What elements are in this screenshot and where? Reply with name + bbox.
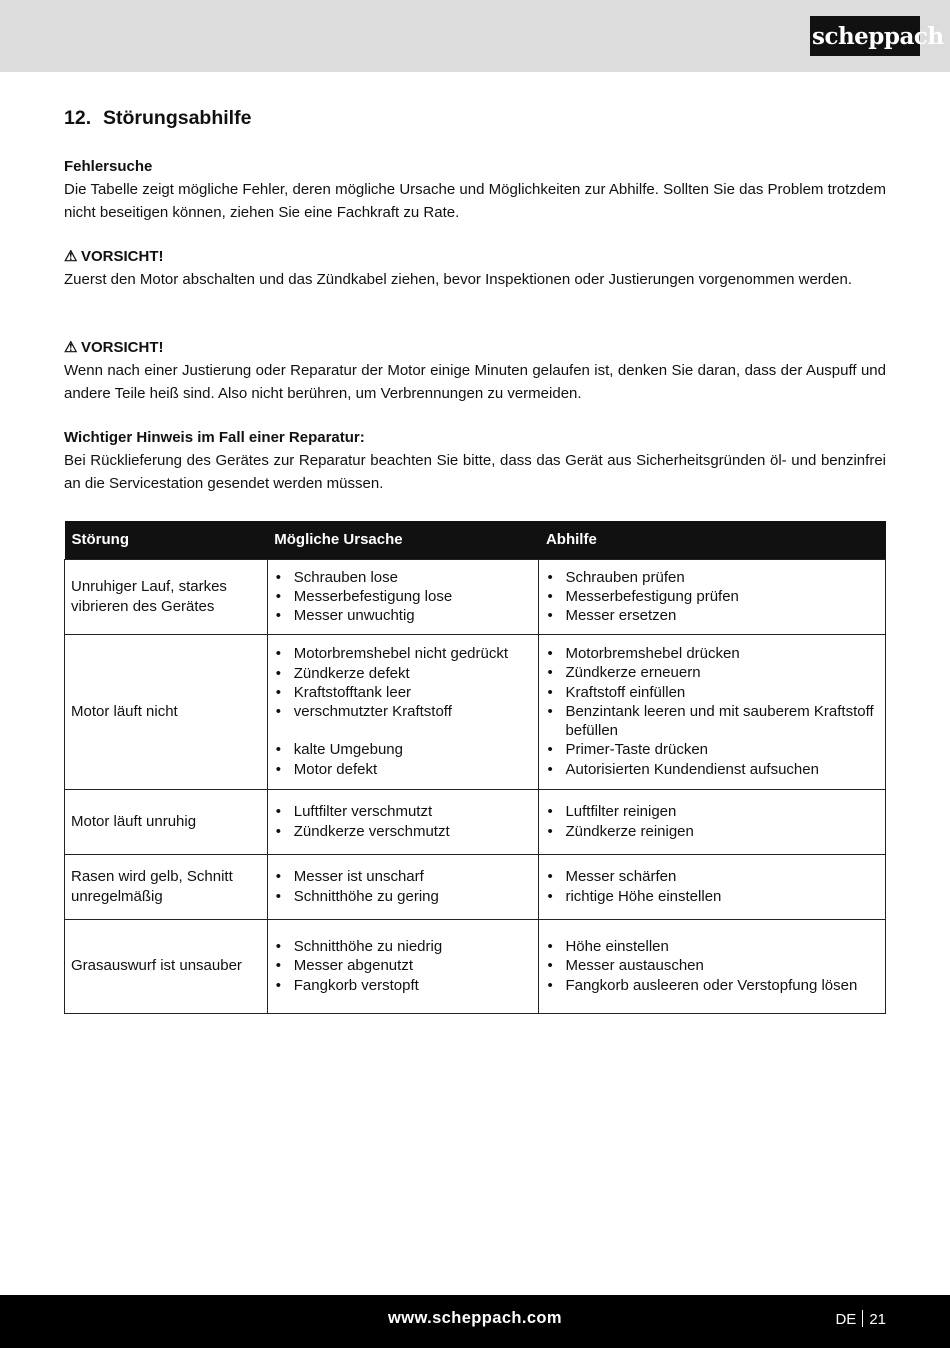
- remedy-item: • Höhe einstellen: [545, 937, 879, 956]
- cause-item: • Motorbremshebel nicht gedrückt: [274, 644, 533, 663]
- fault-cell: Grasauswurf ist unsauber: [65, 919, 268, 1013]
- remedy-item: • Primer-Taste drücken: [545, 740, 879, 759]
- cause-item: • Kraftstofftank leer: [274, 683, 533, 702]
- cause-item: • Messer ist unscharf: [274, 867, 533, 886]
- cause-list: [274, 802, 533, 840]
- fault-cell: Motor läuft unruhig: [65, 789, 268, 854]
- header-band: [0, 0, 950, 72]
- warning-text: Zuerst den Motor abschalten und das Zündkabel ziehen, bevor Inspektionen oder Justierungen vorgenommen werden.: [64, 271, 852, 288]
- cause-cell: [267, 559, 539, 634]
- warning-block-2: [64, 336, 886, 405]
- remedy-list: [545, 937, 879, 995]
- warning-label: VORSICHT!: [81, 248, 164, 265]
- warning-text: Wenn nach einer Justierung oder Reparatur der Motor einige Minuten gelaufen ist, denken Sie daran, dass der Auspuff und andere Teile heiß sind. Also nicht berühren, um Verbrennungen zu vermeiden.: [64, 362, 886, 402]
- remedy-item: • Messerbefestigung prüfen: [545, 587, 879, 606]
- cause-item: • Zündkerze defekt: [274, 664, 533, 683]
- section-title: [64, 107, 251, 130]
- cause-cell: [267, 634, 539, 789]
- warning-triangle-icon: ⚠: [64, 248, 78, 265]
- cause-cell: [267, 919, 539, 1013]
- scheppach-logo: scheppach: [810, 16, 920, 56]
- cause-list: [274, 867, 533, 905]
- remedy-list: [545, 568, 879, 626]
- remedy-item: • Schrauben prüfen: [545, 568, 879, 587]
- cause-cell: [267, 789, 539, 854]
- page-number: 21: [869, 1311, 886, 1328]
- remedy-list: [545, 867, 879, 905]
- intro-text: Die Tabelle zeigt mögliche Fehler, deren mögliche Ursache und Möglichkeiten zur Abhilfe. Sollten Sie das Problem trotzdem nicht beseitigen können, ziehen Sie eine Fachkraft zu Rate.: [64, 181, 886, 221]
- footer: [0, 1295, 950, 1348]
- cause-list: [274, 937, 533, 995]
- fault-cell: Rasen wird gelb, Schnitt unregelmäßig: [65, 854, 268, 919]
- remedy-item: • Zündkerze erneuern: [545, 663, 879, 682]
- warning-block-1: [64, 245, 886, 291]
- remedy-cell: [539, 559, 886, 634]
- remedy-item: • Messer austauschen: [545, 956, 879, 975]
- table-body: [65, 559, 886, 1013]
- fault-cell: Motor läuft nicht: [65, 634, 268, 789]
- remedy-cell: [539, 854, 886, 919]
- page-separator: [862, 1310, 863, 1327]
- troubleshooting-table: [64, 521, 886, 1014]
- remedy-cell: [539, 634, 886, 789]
- table-row: [65, 634, 886, 789]
- intro-heading: Fehlersuche: [64, 158, 153, 175]
- section-title-text: Störungsabhilfe: [103, 107, 252, 129]
- table-header-row: [65, 521, 886, 559]
- remedy-item: • Autorisierten Kundendienst aufsuchen: [545, 760, 879, 779]
- cause-item: • Schnitthöhe zu gering: [274, 887, 533, 906]
- remedy-item: • richtige Höhe einstellen: [545, 887, 879, 906]
- fault-cell: Unruhiger Lauf, starkes vibrieren des Gerätes: [65, 559, 268, 634]
- cause-item: • Schrauben lose: [274, 568, 533, 587]
- page-indicator: [835, 1310, 886, 1328]
- remedy-item: • Benzintank leeren und mit sauberem Kraftstoff befüllen: [545, 702, 879, 740]
- cause-list: [274, 568, 533, 626]
- remedy-list: [545, 802, 879, 840]
- cause-item: • Schnitthöhe zu niedrig: [274, 937, 533, 956]
- table-row: [65, 789, 886, 854]
- column-header-remedy: Abhilfe: [539, 521, 886, 559]
- remedy-cell: [539, 919, 886, 1013]
- table-row: [65, 919, 886, 1013]
- cause-item: • verschmutzter Kraftstoff: [274, 702, 533, 721]
- warning-label: VORSICHT!: [81, 339, 164, 356]
- cause-item: • Messer unwuchtig: [274, 606, 533, 625]
- intro-block: [64, 155, 886, 224]
- remedy-item: • Messer ersetzen: [545, 606, 879, 625]
- cause-item: • Luftfilter verschmutzt: [274, 802, 533, 821]
- footer-url: www.scheppach.com: [388, 1309, 562, 1327]
- repair-note-text: Bei Rücklieferung des Gerätes zur Reparatur beachten Sie bitte, dass das Gerät aus Sicherheitsgründen öl- und benzinfrei an die Servicestation gesendet werden müssen.: [64, 452, 886, 492]
- warning-heading: [64, 336, 886, 359]
- remedy-item: • Zündkerze reinigen: [545, 822, 879, 841]
- cause-item: • Fangkorb verstopft: [274, 976, 533, 995]
- column-header-fault: Störung: [65, 521, 268, 559]
- remedy-item: • Luftfilter reinigen: [545, 802, 879, 821]
- repair-note-block: [64, 426, 886, 495]
- cause-item: • Zündkerze verschmutzt: [274, 822, 533, 841]
- remedy-item: • Messer schärfen: [545, 867, 879, 886]
- table-row: [65, 854, 886, 919]
- remedy-list: [545, 644, 879, 778]
- remedy-item: • Kraftstoff einfüllen: [545, 683, 879, 702]
- cause-item: • Messer abgenutzt: [274, 956, 533, 975]
- remedy-cell: [539, 789, 886, 854]
- remedy-item: • Fangkorb ausleeren oder Verstopfung lösen: [545, 976, 879, 995]
- cause-list: [274, 644, 533, 778]
- language-code: DE: [835, 1311, 857, 1328]
- cause-item: • Motor defekt: [274, 760, 533, 779]
- repair-note-heading: Wichtiger Hinweis im Fall einer Reparatur:: [64, 429, 365, 446]
- warning-triangle-icon: ⚠: [64, 339, 78, 356]
- cause-item: • kalte Umgebung: [274, 740, 533, 759]
- table-row: [65, 559, 886, 634]
- cause-cell: [267, 854, 539, 919]
- list-spacer: [274, 721, 533, 740]
- cause-item: • Messerbefestigung lose: [274, 587, 533, 606]
- column-header-cause: Mögliche Ursache: [267, 521, 539, 559]
- warning-heading: [64, 245, 886, 268]
- section-number: 12.: [64, 107, 92, 129]
- remedy-item: • Motorbremshebel drücken: [545, 644, 879, 663]
